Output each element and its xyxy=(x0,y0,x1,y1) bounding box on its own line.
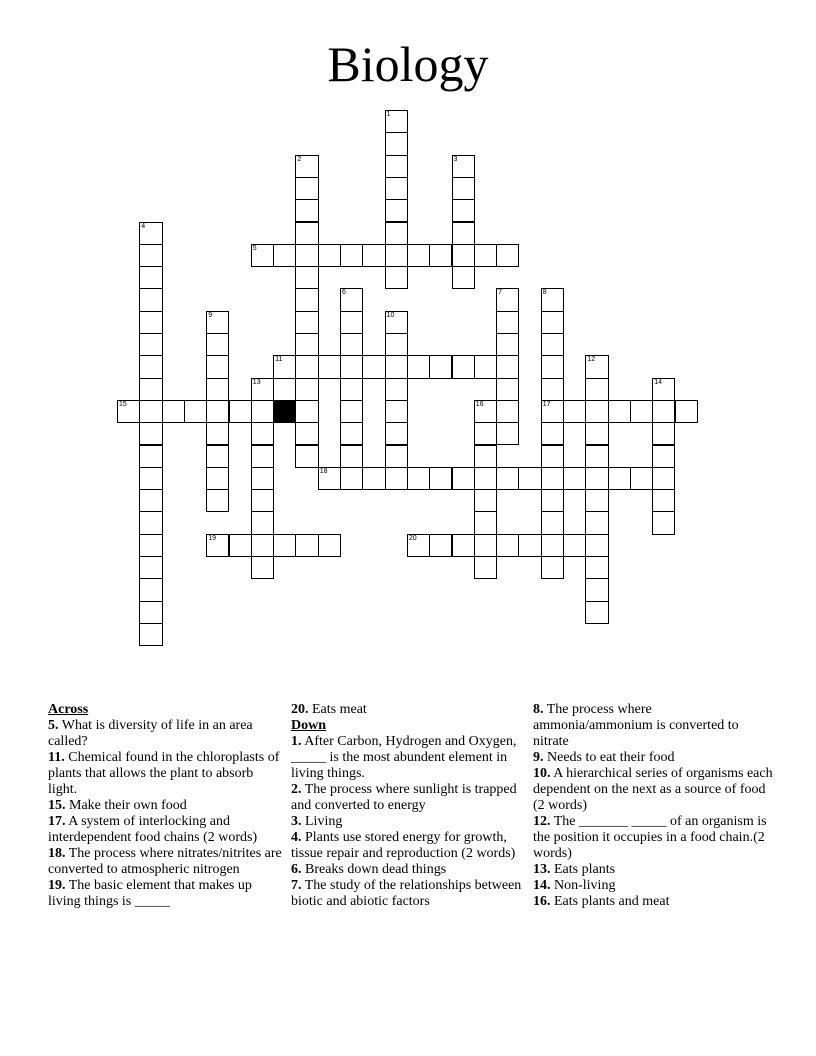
grid-cell[interactable] xyxy=(251,467,274,490)
clue-down-3: 3. Living xyxy=(291,814,343,829)
clue-number: 3 xyxy=(453,155,458,163)
grid-cell[interactable] xyxy=(340,467,363,490)
grid-cell[interactable] xyxy=(229,400,252,423)
grid-cell[interactable] xyxy=(273,244,296,267)
grid-cell[interactable] xyxy=(585,578,608,601)
clue-number: 15 xyxy=(119,400,127,408)
grid-cell[interactable] xyxy=(273,355,296,378)
grid-cell[interactable] xyxy=(295,177,318,200)
grid-cell[interactable] xyxy=(496,244,519,267)
grid-cell[interactable] xyxy=(496,311,519,334)
grid-cell[interactable] xyxy=(139,222,162,245)
grid-cell[interactable] xyxy=(295,445,318,468)
grid-cell[interactable] xyxy=(585,601,608,624)
grid-cell[interactable] xyxy=(474,467,497,490)
grid-cell[interactable] xyxy=(340,333,363,356)
clue-across-15: 15. Make their own food xyxy=(48,798,187,813)
grid-cell[interactable] xyxy=(340,400,363,423)
clue-down-1: 1. After Carbon, Hydrogen and Oxygen, _____ is the most abundent element in living things. xyxy=(291,734,517,781)
grid-cell[interactable] xyxy=(452,266,475,289)
clue-down-7: 7. The study of the relationships between biotic and abiotic factors xyxy=(291,878,522,909)
grid-cell[interactable] xyxy=(251,422,274,445)
grid-cell[interactable] xyxy=(206,311,229,334)
grid-cell[interactable] xyxy=(385,244,408,267)
grid-cell[interactable] xyxy=(139,445,162,468)
grid-cell[interactable] xyxy=(295,534,318,557)
clue-number: 17 xyxy=(542,400,551,408)
down-heading: Down xyxy=(291,718,327,733)
grid-cell[interactable] xyxy=(251,445,274,468)
grid-cell[interactable] xyxy=(206,467,229,490)
grid-cell[interactable] xyxy=(585,511,608,534)
grid-cell[interactable] xyxy=(139,244,162,267)
grid-cell[interactable] xyxy=(541,467,564,490)
grid-cell[interactable] xyxy=(206,333,229,356)
grid-cell[interactable] xyxy=(251,534,274,557)
grid-cell[interactable] xyxy=(474,244,497,267)
grid-cell[interactable] xyxy=(585,467,608,490)
grid-cell[interactable] xyxy=(474,489,497,512)
grid-cell[interactable] xyxy=(452,534,475,557)
grid-cell[interactable] xyxy=(340,422,363,445)
clue-number: 6 xyxy=(342,289,346,297)
clue-down-9: 9. Needs to eat their food xyxy=(533,750,675,765)
grid-cell[interactable] xyxy=(362,244,385,267)
grid-cell[interactable] xyxy=(496,467,519,490)
grid-cell[interactable] xyxy=(675,400,698,423)
grid-cell[interactable] xyxy=(162,400,185,423)
grid-cell[interactable] xyxy=(385,333,408,356)
grid-cell[interactable] xyxy=(585,534,608,557)
grid-cell[interactable] xyxy=(496,288,519,311)
clue-down-12: 12. The _______ _____ of an organism is the position it occupies in a food chain.(2 words) xyxy=(533,814,767,861)
grid-cell[interactable] xyxy=(585,489,608,512)
grid-cell[interactable] xyxy=(206,400,229,423)
grid-cell[interactable] xyxy=(206,489,229,512)
grid-cell[interactable] xyxy=(251,400,274,423)
grid-cell[interactable] xyxy=(206,445,229,468)
grid-cell[interactable] xyxy=(385,445,408,468)
grid-cell[interactable] xyxy=(630,400,653,423)
grid-cell[interactable] xyxy=(295,400,318,423)
clue-number: 2 xyxy=(297,155,302,163)
grid-cell[interactable] xyxy=(452,355,475,378)
grid-cell[interactable] xyxy=(385,222,408,245)
across-heading: Across xyxy=(48,702,89,717)
grid-cell[interactable] xyxy=(541,534,564,557)
grid-cell[interactable] xyxy=(295,244,318,267)
clue-number: 5 xyxy=(252,244,257,252)
grid-cell[interactable] xyxy=(385,422,408,445)
grid-cell[interactable] xyxy=(563,467,586,490)
grid-cell[interactable] xyxy=(206,422,229,445)
grid-cell[interactable] xyxy=(429,244,452,267)
clue-across-5: 5. What is diversity of life in an area called? xyxy=(48,718,253,749)
grid-cell[interactable] xyxy=(139,578,162,601)
grid-cell[interactable] xyxy=(139,266,162,289)
grid-cell[interactable] xyxy=(139,623,162,646)
grid-cell[interactable] xyxy=(474,355,497,378)
grid-cell[interactable] xyxy=(541,333,564,356)
grid-cell[interactable] xyxy=(251,489,274,512)
grid-cell[interactable] xyxy=(340,244,363,267)
grid-cell[interactable] xyxy=(608,467,631,490)
grid-cell[interactable] xyxy=(295,311,318,334)
clue-across-18: 18. The process where nitrates/nitrites are converted to atmospheric nitrogen xyxy=(48,846,282,877)
grid-cell[interactable] xyxy=(229,534,252,557)
clue-number: 20 xyxy=(408,534,417,542)
grid-cell[interactable] xyxy=(139,467,162,490)
grid-cell[interactable] xyxy=(206,355,229,378)
grid-cell[interactable] xyxy=(295,355,318,378)
grid-cell[interactable] xyxy=(630,467,653,490)
grid-cell[interactable] xyxy=(385,110,408,133)
grid-block xyxy=(273,400,296,423)
clue-number: 7 xyxy=(498,289,502,297)
grid-cell[interactable] xyxy=(496,355,519,378)
grid-cell[interactable] xyxy=(541,355,564,378)
grid-cell[interactable] xyxy=(318,467,341,490)
grid-cell[interactable] xyxy=(474,534,497,557)
grid-cell[interactable] xyxy=(541,422,564,445)
grid-cell[interactable] xyxy=(652,400,675,423)
grid-cell[interactable] xyxy=(407,467,430,490)
grid-cell[interactable] xyxy=(518,534,541,557)
clue-number: 11 xyxy=(275,356,283,364)
grid-cell[interactable] xyxy=(541,288,564,311)
grid-cell[interactable] xyxy=(541,445,564,468)
clue-down-4: 4. Plants use stored energy for growth, tissue repair and reproduction (2 words) xyxy=(291,830,516,861)
grid-cell[interactable] xyxy=(452,222,475,245)
grid-cell[interactable] xyxy=(251,378,274,401)
grid-cell[interactable] xyxy=(385,155,408,178)
grid-cell[interactable] xyxy=(184,400,207,423)
grid-cell[interactable] xyxy=(585,422,608,445)
grid-cell[interactable] xyxy=(541,378,564,401)
clue-down-2: 2. The process where sunlight is trapped and converted to energy xyxy=(291,782,517,813)
grid-cell[interactable] xyxy=(362,355,385,378)
grid-cell[interactable] xyxy=(206,534,229,557)
grid-cell[interactable] xyxy=(563,400,586,423)
grid-cell[interactable] xyxy=(385,199,408,222)
clue-number: 16 xyxy=(475,400,484,408)
grid-cell[interactable] xyxy=(652,467,675,490)
grid-cell[interactable] xyxy=(362,467,385,490)
clue-down-14: 14. Non-living xyxy=(533,878,616,893)
grid-cell[interactable] xyxy=(652,422,675,445)
grid-cell[interactable] xyxy=(452,155,475,178)
clue-number: 1 xyxy=(386,111,391,118)
grid-cell[interactable] xyxy=(295,333,318,356)
grid-cell[interactable] xyxy=(139,489,162,512)
clue-across-11: 11. Chemical found in the chloroplasts of plants that allows the plant to absorb light. xyxy=(48,750,280,797)
grid-cell[interactable] xyxy=(295,422,318,445)
grid-cell[interactable] xyxy=(295,155,318,178)
grid-cell[interactable] xyxy=(139,355,162,378)
grid-cell[interactable] xyxy=(318,244,341,267)
clue-down-8: 8. The process where ammonia/ammonium is converted to nitrate xyxy=(533,702,739,749)
grid-cell[interactable] xyxy=(541,400,564,423)
grid-cell[interactable] xyxy=(139,601,162,624)
grid-cell[interactable] xyxy=(385,311,408,334)
grid-cell[interactable] xyxy=(452,177,475,200)
clue-number: 8 xyxy=(542,289,547,297)
grid-cell[interactable] xyxy=(340,355,363,378)
grid-cell[interactable] xyxy=(608,400,631,423)
grid-cell[interactable] xyxy=(585,556,608,579)
grid-cell[interactable] xyxy=(541,489,564,512)
grid-cell[interactable] xyxy=(340,378,363,401)
clue-down-16: 16. Eats plants and meat xyxy=(533,894,670,909)
grid-cell[interactable] xyxy=(585,445,608,468)
grid-cell[interactable] xyxy=(318,534,341,557)
clue-across-19: 19. The basic element that makes up living things is _____ xyxy=(48,878,252,909)
grid-cell[interactable] xyxy=(407,244,430,267)
clue-column-3 xyxy=(533,702,773,910)
grid-cell[interactable] xyxy=(139,378,162,401)
grid-cell[interactable] xyxy=(585,378,608,401)
grid-cell[interactable] xyxy=(295,199,318,222)
grid-cell[interactable] xyxy=(251,244,274,267)
grid-cell[interactable] xyxy=(585,355,608,378)
grid-cell[interactable] xyxy=(407,355,430,378)
grid-cell[interactable] xyxy=(139,534,162,557)
grid-cell[interactable] xyxy=(206,378,229,401)
grid-cell[interactable] xyxy=(340,311,363,334)
grid-cell[interactable] xyxy=(429,534,452,557)
grid-cell[interactable] xyxy=(452,199,475,222)
grid-cell[interactable] xyxy=(385,132,408,155)
grid-cell[interactable] xyxy=(385,177,408,200)
grid-cell[interactable] xyxy=(652,511,675,534)
grid-cell[interactable] xyxy=(452,244,475,267)
grid-cell[interactable] xyxy=(541,556,564,579)
grid-cell[interactable] xyxy=(563,534,586,557)
grid-cell[interactable] xyxy=(139,511,162,534)
grid-cell[interactable] xyxy=(295,222,318,245)
grid-cell[interactable] xyxy=(139,311,162,334)
grid-cell[interactable] xyxy=(474,400,497,423)
grid-cell[interactable] xyxy=(139,333,162,356)
grid-cell[interactable] xyxy=(652,378,675,401)
grid-cell[interactable] xyxy=(295,288,318,311)
page-title: Biology xyxy=(327,36,489,92)
grid-cell[interactable] xyxy=(652,489,675,512)
clue-down-13: 13. Eats plants xyxy=(533,862,616,877)
clue-number: 13 xyxy=(252,378,261,386)
clue-number: 9 xyxy=(208,311,213,319)
grid-cell[interactable] xyxy=(318,355,341,378)
grid-cell[interactable] xyxy=(496,422,519,445)
grid-cell[interactable] xyxy=(139,288,162,311)
grid-cell[interactable] xyxy=(518,467,541,490)
grid-cell[interactable] xyxy=(385,400,408,423)
clue-number: 18 xyxy=(319,467,328,475)
clue-down-10: 10. A hierarchical series of organisms each dependent on the next as a source of food (2 words) xyxy=(533,766,773,813)
grid-cell[interactable] xyxy=(585,400,608,423)
grid-cell[interactable] xyxy=(474,445,497,468)
clue-column-2 xyxy=(291,702,527,910)
clue-number: 10 xyxy=(386,311,395,319)
grid-cell[interactable] xyxy=(139,422,162,445)
grid-cell[interactable] xyxy=(273,534,296,557)
grid-cell[interactable] xyxy=(474,422,497,445)
grid-cell[interactable] xyxy=(652,445,675,468)
grid-cell[interactable] xyxy=(452,467,475,490)
grid-cell[interactable] xyxy=(385,467,408,490)
grid-cell[interactable] xyxy=(385,378,408,401)
grid-cell[interactable] xyxy=(474,511,497,534)
clue-number: 12 xyxy=(587,356,596,364)
grid-cell[interactable] xyxy=(541,511,564,534)
grid-cell[interactable] xyxy=(407,534,430,557)
clue-column-1 xyxy=(48,702,282,910)
grid-cell[interactable] xyxy=(496,400,519,423)
grid-cell[interactable] xyxy=(496,534,519,557)
grid-cell[interactable] xyxy=(295,266,318,289)
clue-across-17: 17. A system of interlocking and interdependent food chains (2 words) xyxy=(48,814,258,845)
grid-cell[interactable] xyxy=(385,266,408,289)
clue-across-20: 20. Eats meat xyxy=(291,702,367,717)
clue-number: 14 xyxy=(654,378,662,386)
grid-cell[interactable] xyxy=(429,467,452,490)
grid-cell[interactable] xyxy=(340,288,363,311)
grid-cell[interactable] xyxy=(496,333,519,356)
grid-cell[interactable] xyxy=(541,311,564,334)
grid-cell[interactable] xyxy=(496,378,519,401)
grid-cell[interactable] xyxy=(251,556,274,579)
grid-cell[interactable] xyxy=(139,556,162,579)
grid-cell[interactable] xyxy=(340,445,363,468)
grid-cell[interactable] xyxy=(385,355,408,378)
grid-cell[interactable] xyxy=(295,378,318,401)
grid-cell[interactable] xyxy=(474,556,497,579)
grid-cell[interactable] xyxy=(117,400,140,423)
grid-cell[interactable] xyxy=(251,511,274,534)
grid-cell[interactable] xyxy=(139,400,162,423)
clue-number: 19 xyxy=(208,534,216,542)
grid-cell[interactable] xyxy=(429,355,452,378)
clue-down-6: 6. Breaks down dead things xyxy=(291,862,447,877)
clue-number: 4 xyxy=(141,222,146,230)
